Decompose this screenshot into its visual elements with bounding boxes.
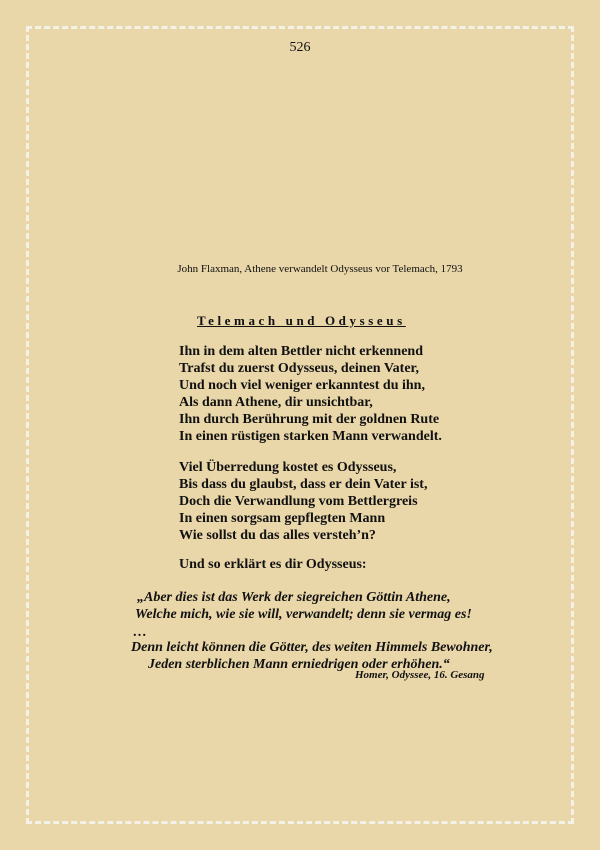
quote-line: Denn leicht können die Götter, des weiten Himmels Bewohner, [131,640,493,655]
image-caption: John Flaxman, Athene verwandelt Odysseus vor Telemach, 1793 [177,263,463,275]
poem-line: Und noch viel weniger erkanntest du ihn, [179,378,425,393]
poem-line: Trafst du zuerst Odysseus, deinen Vater, [179,361,419,376]
stanza-1 [179,343,442,445]
poem-line: In einen sorgsam gepflegten Mann [179,511,386,526]
poem-line: Doch die Verwandlung vom Bettlergreis [179,494,418,509]
poem-line: Bis dass du glaubst, dass er dein Vater ist, [179,477,428,492]
quote-line: Jeden sterblichen Mann erniedrigen oder erhöhen.“ [148,657,450,672]
stanza-3 [179,556,367,573]
poem-line: Viel Überredung kostet es Odysseus, [179,460,397,475]
quote-line: Welche mich, wie sie will, verwandelt; denn sie vermag es! [135,607,472,622]
poem-line: Und so erklärt es dir Odysseus: [179,557,367,572]
poem-line: Ihn in dem alten Bettler nicht erkennend [179,344,423,359]
poem-line: In einen rüstigen starken Mann verwandelt. [179,429,442,444]
poem-line: Ihn durch Berührung mit der goldnen Rute [179,412,440,427]
quote-line: „Aber dies ist das Werk der siegreichen Göttin Athene, [137,590,451,605]
poem-title: Telemach und Odysseus [197,313,406,328]
quote-source: Homer, Odyssee, 16. Gesang [355,669,485,681]
poem-line: Als dann Athene, dir unsichtbar, [179,395,373,410]
page-number: 526 [289,40,311,55]
poem-line: Wie sollst du das alles versteh’n? [179,528,376,543]
quote-ellipsis: … [133,625,147,640]
stanza-2 [179,459,427,544]
